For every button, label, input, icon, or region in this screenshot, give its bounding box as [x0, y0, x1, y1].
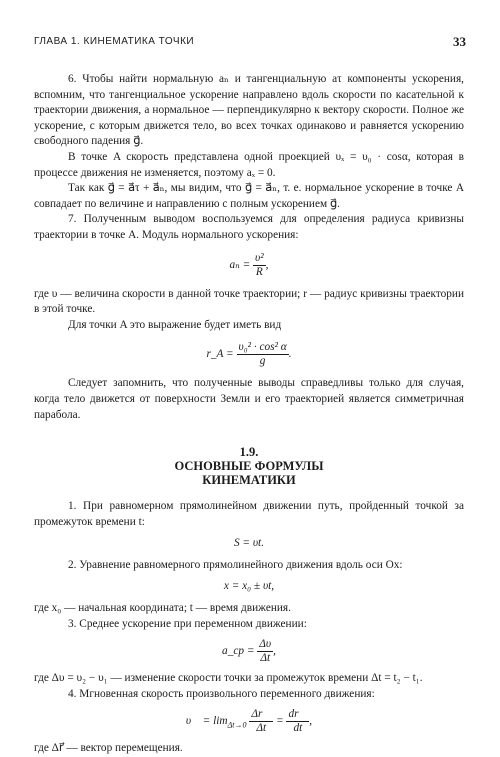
paragraph-7-where: где υ — величина скорости в данной точке траектории; r — радиус кривизны траектории в этой точке.: [34, 287, 464, 316]
formula-item-3-where: где Δυ = υ₂ − υ₁ — изменение скорости точки за промежуток времени Δt = t₂ − t₁.: [34, 672, 423, 685]
numerator: dr⃗: [288, 708, 308, 721]
numerator: Δr⃗: [251, 708, 272, 721]
path-formula: S = υt.: [233, 537, 265, 550]
numerator: υ₀² · cos² α: [238, 341, 287, 354]
average-acceleration-formula: [34, 638, 464, 665]
formula-tail: ,: [273, 645, 276, 658]
formula-item-4-where: где Δr⃗ — вектор перемещения.: [34, 742, 183, 755]
paragraph-6-conclusion: Так как g⃗ = a⃗τ + a⃗ₙ, мы видим, что g⃗ = a⃗ₙ, т. е. нормальное ускорение в точке A совпадает по величине и направлению с полным ускорением g⃗.: [34, 182, 464, 210]
formula-item-2: 2. Уравнение равномерного прямолинейного движения вдоль оси Ox:: [68, 558, 403, 571]
formula-tail: ,: [265, 258, 269, 271]
paragraph-7: 7. Полученным выводом воспользуемся для определения радиуса кривизны траектории в точке A. Модуль нормального ускорения:: [34, 213, 464, 241]
paragraph-6-point-a: В точке A скорость представлена одной проекцией υₓ = υ₀ · cosα, которая в процессе движения не изменяется, поэтому aₓ = 0.: [34, 150, 464, 179]
formula-lhs: a_ср =: [222, 645, 255, 658]
formula-lhs: υ⃗ = lim: [185, 715, 228, 728]
formula-item-1: 1. При равномерном прямолинейном движении путь, пройденный точкой за промежуток времени t:: [34, 500, 464, 528]
formula-item-3: 3. Среднее ускорение при переменном движении:: [68, 617, 307, 630]
paragraph-7-point-a: Для точки A это выражение будет иметь вид: [68, 318, 282, 331]
denominator: g: [259, 355, 266, 368]
denominator: R: [255, 265, 263, 278]
fraction: [286, 708, 309, 735]
normal-acceleration-formula: [34, 252, 464, 279]
fraction: [237, 341, 289, 368]
denominator: Δt: [256, 722, 267, 735]
section-number: 1.9.: [239, 445, 259, 460]
equals-sign: =: [275, 715, 284, 728]
section-title-line-2: КИНЕМАТИКИ: [202, 473, 296, 488]
running-head: ГЛАВА 1. КИНЕМАТИКА ТОЧКИ: [34, 36, 195, 47]
formula-item-4: 4. Мгновенная скорость произвольного переменного движения:: [68, 687, 375, 700]
formula-item-2-where: где x₀ — начальная координата; t — время движения.: [34, 602, 291, 615]
section-title-line-1: ОСНОВНЫЕ ФОРМУЛЫ: [174, 459, 324, 474]
formula-lhs: r_A =: [206, 348, 234, 361]
motion-equation-formula: x = x₀ ± υt,: [223, 580, 275, 593]
paragraph-remember: Следует запомнить, что полученные выводы справедливы только для случая, когда тело движется от поверхности Земли и его траекторией является симметричная парабола.: [34, 377, 464, 421]
denominator: dt: [293, 722, 303, 735]
formula-tail: .: [288, 348, 292, 361]
paragraph-6: 6. Чтобы найти нормальную aₙ и тангенциальную aτ компоненты ускорения, вспомним, что тангенциальное ускорение направлено вдоль скорости по касательной к траектории движения, а нормальное — перпендикулярно к вектору скорости. Полное же ускорение, с которым движется тело, во всех точках одинаково и равняется ускорению свободного падения g⃗.: [34, 73, 464, 148]
fraction: [249, 708, 273, 735]
page-header: [34, 36, 466, 56]
page-number: 33: [453, 34, 466, 49]
numerator: υ²: [255, 251, 264, 264]
formula-tail: ,: [309, 715, 313, 728]
page-body: [34, 72, 464, 757]
numerator: Δυ: [259, 638, 272, 651]
limit-subscript: Δt→0: [227, 720, 247, 730]
denominator: Δt: [260, 652, 271, 665]
radius-formula: [34, 341, 464, 368]
formula-lhs: aₙ =: [229, 258, 251, 271]
section-heading: [34, 445, 464, 487]
fraction: [257, 638, 273, 665]
fraction: [253, 252, 266, 279]
instant-velocity-formula: [34, 708, 464, 735]
